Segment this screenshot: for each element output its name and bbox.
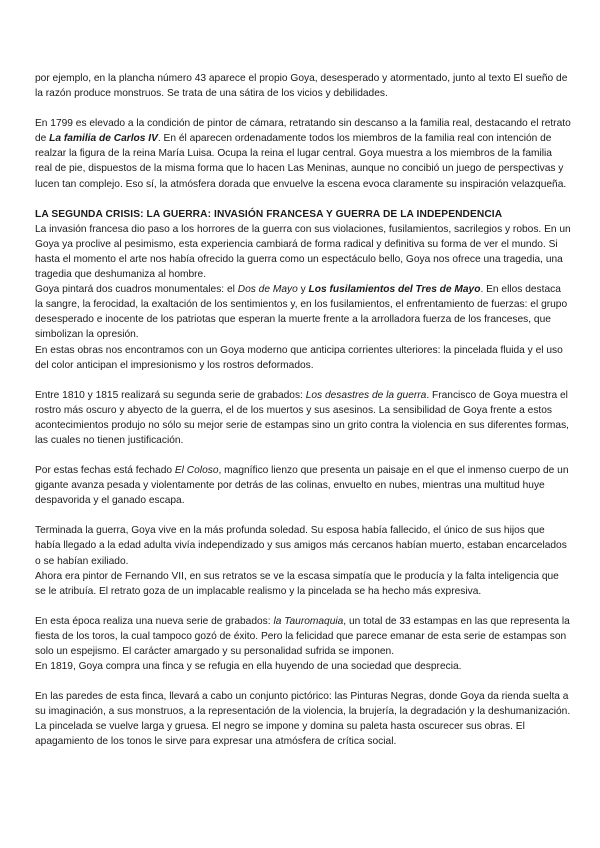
paragraph-soledad: [35, 523, 571, 568]
work-title-coloso: El Coloso: [174, 465, 219, 477]
paragraph-invasion: [35, 222, 571, 282]
paragraph-fernando-vii: [35, 569, 571, 599]
paragraph-coloso: [35, 463, 571, 508]
paragraph-text: Ahora era pintor de Fernando VII, en sus retratos se ve la escasa simpatía que le producía y la falta inteligencia que se le atribuía. El retrato goza de un implacable realismo y la pincelada se ha hecho más expresiva.: [35, 570, 559, 597]
paragraph-text: Entre 1810 y 1815 realizará su segunda serie de grabados:: [35, 389, 306, 401]
paragraph-text: . En él aparecen ordenadamente todos los miembros de la familia real con intención de realzar la figura de la reina María Luisa. Ocupa la reina el lugar central. Goya muestra a los miembros de la familia real de pie, dispuestos de la misma forma que lo hacen Las Meninas, aunque no concibió un juego de perspectivas y lucen tan complejo. Eso sí, la atmósfera dorada que envuelve la escena evoca claramente su inspiración velazqueña.: [35, 133, 567, 190]
work-title-dos-de-mayo: Dos de Mayo: [237, 284, 298, 296]
paragraph-text: por ejemplo, en la plancha número 43 aparece el propio Goya, desesperado y atormentado, junto al texto El sueño de la razón produce monstruos. Se trata de una sátira de los vicios y debilidades.: [35, 73, 568, 100]
paragraph-text: La invasión francesa dio paso a los horrores de la guerra con sus violaciones, fusilamientos, sacrilegios y robos. En un Goya ya proclive al pesimismo, esta experiencia cambiará de forma radical y definitiva su forma de ver el mundo. Si hasta el momento el arte nos había ofrecido la guerra como un espectáculo bello, Goya nos ofrece una tragedia, una tragedia que deshumaniza al hombre.: [35, 223, 571, 281]
paragraph-text: , magnífico lienzo que presenta un paisaje en el que el inmenso cuerpo de un gigante avanza pesada y violentamente por detrás de las colinas, envuelto en nubes, mientras una multitud huye despavorida y el ganado escapa.: [35, 465, 569, 507]
paragraph-text: En estas obras nos encontramos con un Goya moderno que anticipa corrientes ulteriores: la pincelada fluida y el uso del color anticipan el impresionismo y los rostros deformados.: [35, 344, 563, 371]
work-title-desastres: Los desastres de la guerra: [305, 389, 427, 401]
paragraph-pintor-camara: [35, 116, 571, 191]
paragraph-text: La pincelada se vuelve larga y gruesa. El negro se impone y domina su paleta hasta oscurecer sus obras. El apagamiento de los tonos le sirve para expresar una atmósfera de crítica social.: [35, 721, 525, 748]
paragraph-text: Goya pintará dos cuadros monumentales: el: [35, 284, 238, 296]
paragraph-text: En 1819, Goya compra una finca y se refugia en ella huyendo de una sociedad que desprecia.: [35, 661, 462, 673]
paragraph-text: . En ellos destaca la sangre, la ferocidad, la exaltación de los sentimientos y, en los fusilamientos, el enfrentamiento de fuerzas: el grupo desesperado e inocente de los patriotas que esperan la muerte frente a la arrolladora fuerza de los franceses, que simbolizan la opresión.: [35, 284, 568, 341]
paragraph-goya-moderno: [35, 343, 571, 373]
paragraph-text: . Francisco de Goya muestra el rostro más oscuro y abyecto de la guerra, el de los muertos y sus asesinos. La sensibilidad de Goya frente a estos acontecimientos produjo no sólo su mejor serie de estampas sino un grito contra la violencia en sus diferentes formas, las cuales no tienen justificación.: [35, 389, 569, 446]
paragraph-text: En las paredes de esta finca, llevará a cabo un conjunto pictórico: las Pinturas Negras, donde Goya da rienda suelta a su imaginación, a sus monstruos, a la representación de la violencia, la brujería, la degradación y la deshumanización.: [35, 691, 571, 718]
document-page: [35, 71, 571, 750]
paragraph-suenio-razon: [35, 71, 571, 101]
paragraph-desastres-guerra: [35, 388, 571, 448]
paragraph-text: , un total de 33 estampas en las que representa la fiesta de los toros, la cual tampoco gozó de éxito. Pero la felicidad que parece emanar de esta serie de estampas son solo un espejismo. El carácter amargado y su personalidad sufrida se imponen.: [35, 615, 570, 657]
section-heading: LA SEGUNDA CRISIS: LA GUERRA: INVASIÓN FRANCESA Y GUERRA DE LA INDEPENDENCIA: [35, 208, 503, 220]
paragraph-text: Terminada la guerra, Goya vive en la más profunda soledad. Su esposa había fallecido, el único de sus hijos que había llegado a la edad adulta vivía independizado y sus amigos más cercanos habían muerto, estaban encarcelados o se habían exiliado.: [35, 525, 567, 567]
work-title-tauromaquia: la Tauromaquia: [273, 615, 344, 627]
paragraph-text: En 1799 es elevado a la condición de pintor de cámara, retratando sin descanso a la familia real, destacando el retrato de: [35, 118, 571, 145]
work-title-fusilamientos: Los fusilamientos del Tres de Mayo: [308, 284, 481, 296]
paragraph-pincelada: [35, 719, 571, 749]
paragraph-cuadros-monumentales: [35, 282, 571, 342]
paragraph-text: Por estas fechas está fechado: [35, 465, 175, 477]
paragraph-text: y: [297, 284, 309, 296]
paragraph-text: En esta época realiza una nueva serie de grabados:: [35, 615, 274, 627]
paragraph-finca: [35, 659, 571, 674]
paragraph-pinturas-negras: [35, 689, 571, 719]
work-title-familia-carlos-iv: La familia de Carlos IV: [49, 133, 158, 145]
paragraph-tauromaquia: [35, 614, 571, 659]
